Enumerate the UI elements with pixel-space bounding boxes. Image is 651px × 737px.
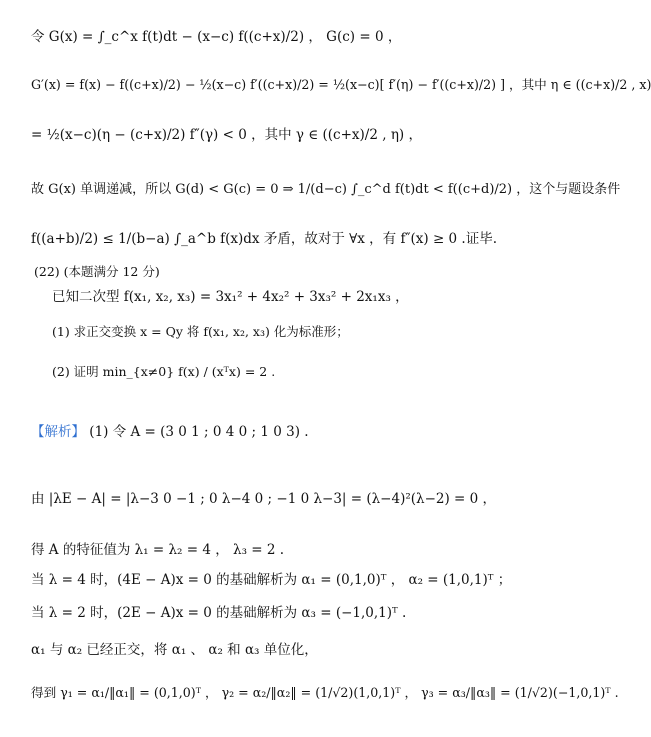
eigenvectors-lambda4: 当 λ = 4 时，(4E − A)x = 0 的基础解析为 α₁ = (0,1,0)ᵀ ， α₂ = (1,0,1)ᵀ ； — [31, 572, 512, 588]
text-line-2: G′(x) = f(x) − f((c+x)/2) − ½(x−c) f′((c+x)/2) = ½(x−c)[ f′(η) − f′((c+x)/2) ] ，其中 η ∈ ((c+x)/2 , x) — [31, 77, 651, 92]
question-statement: 已知二次型 f(x₁, x₂, x₃) = 3x₁² + 4x₂² + 3x₃² + 2x₁x₃ ， — [52, 289, 409, 305]
analysis-label: 【解析】 — [31, 424, 85, 440]
text-line-4: 故 G(x) 单调递减，所以 G(d) < G(c) = 0 ⇒ 1/(d−c) ∫_c^d f(t)dt < f((c+d)/2) ，这个与题设条件 — [31, 182, 621, 197]
eigenvectors-lambda2: 当 λ = 2 时，(2E − A)x = 0 的基础解析为 α₃ = (−1,0,1)ᵀ . — [31, 605, 407, 621]
question-part-1: (1) 求正交变换 x = Qy 将 f(x₁, x₂, x₃) 化为标准形； — [52, 324, 349, 339]
text-line-3: = ½(x−c)(η − (c+x)/2) f″(γ) < 0 ，其中 γ ∈ ((c+x)/2 , η) ， — [31, 127, 422, 143]
eigenvalues-line: 得 A 的特征值为 λ₁ = λ₂ = 4 ， λ₃ = 2 . — [31, 542, 285, 558]
question-header: (22) (本题满分 12 分) — [34, 264, 160, 279]
characteristic-equation: 由 |λE − A| = |λ−3 0 −1 ; 0 λ−4 0 ; −1 0 λ−3| = (λ−4)²(λ−2) = 0 ， — [31, 491, 497, 507]
solution-line — [31, 423, 309, 441]
matrix-definition: (1) 令 A = (3 0 1 ; 0 4 0 ; 1 0 3) . — [89, 424, 309, 440]
text-line-5: f((a+b)/2) ≤ 1/(b−a) ∫_a^b f(x)dx 矛盾，故对于 ∀x ，有 f″(x) ≥ 0 .证毕. — [31, 231, 498, 247]
normalized-vectors: 得到 γ₁ = α₁/‖α₁‖ = (0,1,0)ᵀ ， γ₂ = α₂/‖α₂‖ = (1/√2)(1,0,1)ᵀ ， γ₃ = α₃/‖α₃‖ = (1/√2)(−1,0,1)ᵀ . — [31, 685, 619, 700]
orthogonal-note: α₁ 与 α₂ 已经正交，将 α₁ 、 α₂ 和 α₃ 单位化， — [31, 642, 318, 658]
question-part-2: (2) 证明 min_{x≠0} f(x) / (xᵀx) = 2 . — [52, 364, 276, 379]
text-line-1: 令 G(x) = ∫_c^x f(t)dt − (x−c) f((c+x)/2) ， G(c) = 0 ， — [31, 29, 402, 45]
